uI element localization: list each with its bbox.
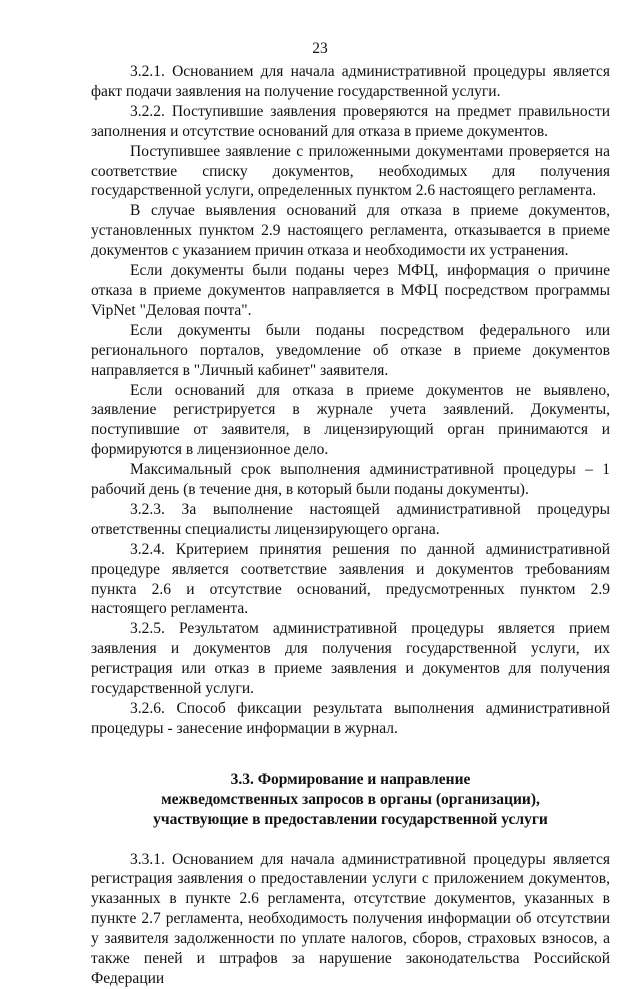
paragraph-refusal-grounds: В случае выявления оснований для отказа в приеме документов, установленных пунктом 2.9 настоящего регламента, отказывается в приеме документов с указанием причин отказа и необходимости их устранения.	[91, 202, 610, 260]
paragraph-3-3-1: 3.3.1. Основанием для начала административной процедуры является регистрация заявления о предоставлении услуги с приложением документов, указанных в пункте 2.6 регламента, отсутствие документов, указанных в пункте 2.7 регламента, необходимость получения информации об отсутствии у заявителя задолженности по уплате налогов, сборов, страховых взносов, а также пеней и штрафов за нарушение законодательства Российской Федерации	[91, 850, 610, 987]
page-number: 23	[312, 40, 328, 57]
paragraph-3-2-5: 3.2.5. Результатом административной процедуры является прием заявления и документов для получения государственной услуги, их регистрация или отказ в приеме заявления и документов для получения государственной услуги.	[91, 620, 610, 698]
paragraph-3-2-2: 3.2.2. Поступившие заявления проверяются на предмет правильности заполнения и отсутствие оснований для отказа в приеме документов.	[91, 102, 610, 140]
section-heading-line: участвующие в предоставлении государственной услуги	[153, 810, 548, 828]
paragraph-3-2-3: 3.2.3. За выполнение настоящей административной процедуры ответственны специалисты лицензирующего органа.	[91, 500, 610, 538]
paragraph-portal-refusal: Если документы были поданы посредством федерального или регионального порталов, уведомление об отказе в приеме документов направляется в "Личный кабинет" заявителя.	[91, 321, 610, 379]
section-heading-line: межведомственных запросов в органы (организации),	[161, 790, 540, 808]
paragraph-3-2-6: 3.2.6. Способ фиксации результата выполнения административной процедуры - занесение информации в журнал.	[91, 700, 610, 737]
section-heading-3-3	[91, 770, 610, 830]
section-heading-line: 3.3. Формирование и направление	[230, 770, 471, 788]
paragraph-registration: Если оснований для отказа в приеме документов не выявлено, заявление регистрируется в журнале учета заявлений. Документы, поступившие от заявителя, в лицензирующий орган принимаются и формируются в лицензионное дело.	[91, 381, 610, 459]
paragraph-application-check: Поступившее заявление с приложенными документами проверяется на соответствие списку документов, необходимых для получения государственной услуги, определенных пунктом 2.6 настоящего регламента.	[91, 142, 610, 200]
paragraph-max-term: Максимальный срок выполнения административной процедуры – 1 рабочий день (в течение дня, в который были поданы документы).	[91, 461, 610, 499]
document-body	[91, 62, 610, 989]
paragraph-3-2-4: 3.2.4. Критерием принятия решения по данной административной процедуре является соответствие заявления и документов требованиям пункта 2.6 и отсутствие оснований, предусмотренных пунктом 2.9 настоящего регламента.	[91, 540, 610, 618]
paragraph-3-2-1: 3.2.1. Основанием для начала административной процедуры является факт подачи заявления на получение государственной услуги.	[91, 63, 610, 100]
paragraph-mfc-refusal: Если документы были поданы через МФЦ, информация о причине отказа в приеме документов направляется в МФЦ посредством программы VipNet "Деловая почта".	[91, 262, 610, 319]
